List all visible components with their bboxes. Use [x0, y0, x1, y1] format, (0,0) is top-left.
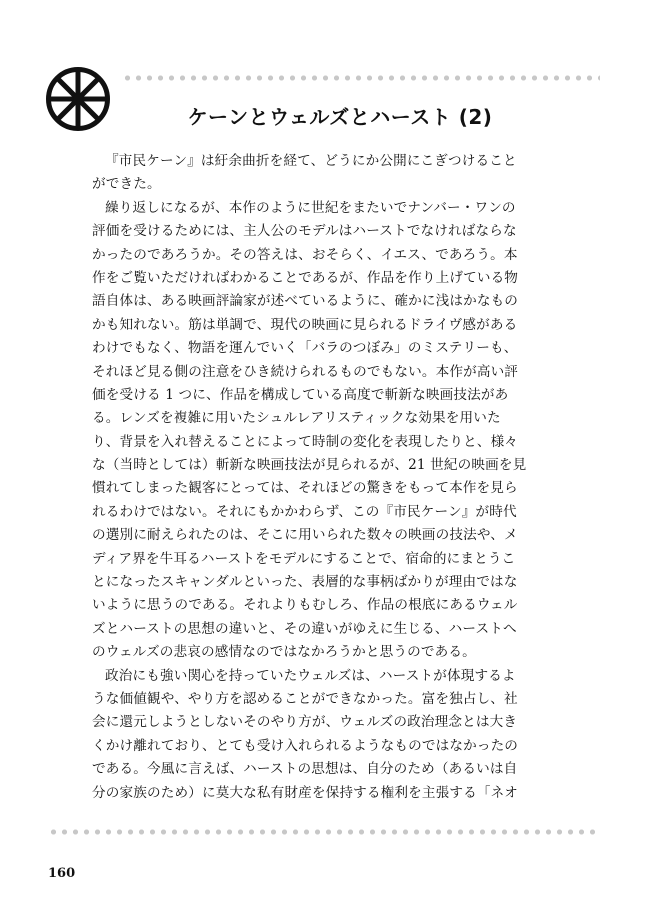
body-line: かったのであろうか。その答えは、おそらく、イエス、であろう。本: [92, 246, 518, 263]
film-reel-wheel-icon: [46, 67, 110, 131]
body-line: な（当時としては）斬新な映画技法が見られるが、21 世紀の映画を見: [92, 457, 527, 474]
body-line: 政治にも強い関心を持っていたウェルズは、ハーストが体現するよ: [105, 667, 516, 684]
body-line: 繰り返しになるが、本作のように世紀をまたいでナンバー・ワンの: [105, 199, 516, 216]
section-title: ケーンとウェルズとハースト (2): [187, 105, 493, 129]
body-line: 『市民ケーン』は紆余曲折を経て、どうにか公開にこぎつけること: [105, 153, 517, 169]
dotted-divider-bottom: [48, 828, 600, 836]
body-line: る。レンズを複雑に用いたシュルレアリスティックな効果を用いた: [92, 410, 501, 427]
body-line: とになったスキャンダルといった、表層的な事柄ばかりが理由ではな: [92, 574, 518, 591]
body-line: 評価を受けるためには、主人公のモデルはハーストでなければならな: [92, 223, 517, 240]
body-line: である。今風に言えば、ハーストの思想は、自分のため（あるいは自: [92, 761, 518, 778]
body-line: わけでもなく、物語を運んでいく「バラのつぼみ」のミステリーも、: [92, 340, 518, 357]
body-line: 語自体は、ある映画評論家が述べているように、確かに浅はかなもの: [92, 293, 519, 310]
page-number: 160: [48, 866, 76, 881]
body-line: のウェルズの悲哀の感情なのではなかろうかと思うのである。: [92, 644, 476, 661]
body-line: 価を受ける 1 つに、作品を構成している高度で斬新な映画技法があ: [92, 386, 509, 403]
body-line: くかけ離れており、とても受け入れられるようなものではなかったの: [92, 737, 519, 754]
body-line: うな価値観や、やり方を認めることができなかった。富を独占し、社: [92, 690, 518, 707]
body-line: ができた。: [92, 176, 161, 193]
body-line: それほど見る側の注意をひき続けられるものでもない。本作が高い評: [92, 363, 519, 380]
body-line: かも知れない。筋は単調で、現代の映画に見られるドライヴ感がある: [92, 316, 518, 333]
body-line: り、背景を入れ替えることによって時制の変化を表現したりと、様々: [92, 433, 519, 450]
body-line: いように思うのである。それよりもむしろ、作品の根底にあるウェル: [92, 597, 518, 614]
dotted-divider-top: [122, 74, 600, 82]
body-line: 作をご覧いただければわかることであるが、作品を作り上げている物: [92, 269, 519, 286]
body-line: ディア界を牛耳るハーストをモデルにすることで、宿命的にまとうこ: [92, 550, 516, 567]
body-line: の選別に耐えられたのは、そこに用いられた数々の映画の技法や、メ: [92, 527, 518, 544]
body-line: ズとハーストの思想の違いと、その違いがゆえに生じる、ハーストへ: [92, 620, 517, 637]
body-line: 分の家族のため）に莫大な私有財産を保持する権利を主張する「ネオ: [92, 784, 519, 801]
body-line: 会に還元しようとしないそのやり方が、ウェルズの政治理念とは大き: [92, 714, 518, 731]
body-text: [92, 150, 562, 805]
body-line: 慣れてしまった観客にとっては、それほどの驚きをもって本作を見ら: [92, 480, 518, 497]
body-line: れるわけではない。それにもかかわらず、この『市民ケーン』が時代: [92, 503, 517, 520]
